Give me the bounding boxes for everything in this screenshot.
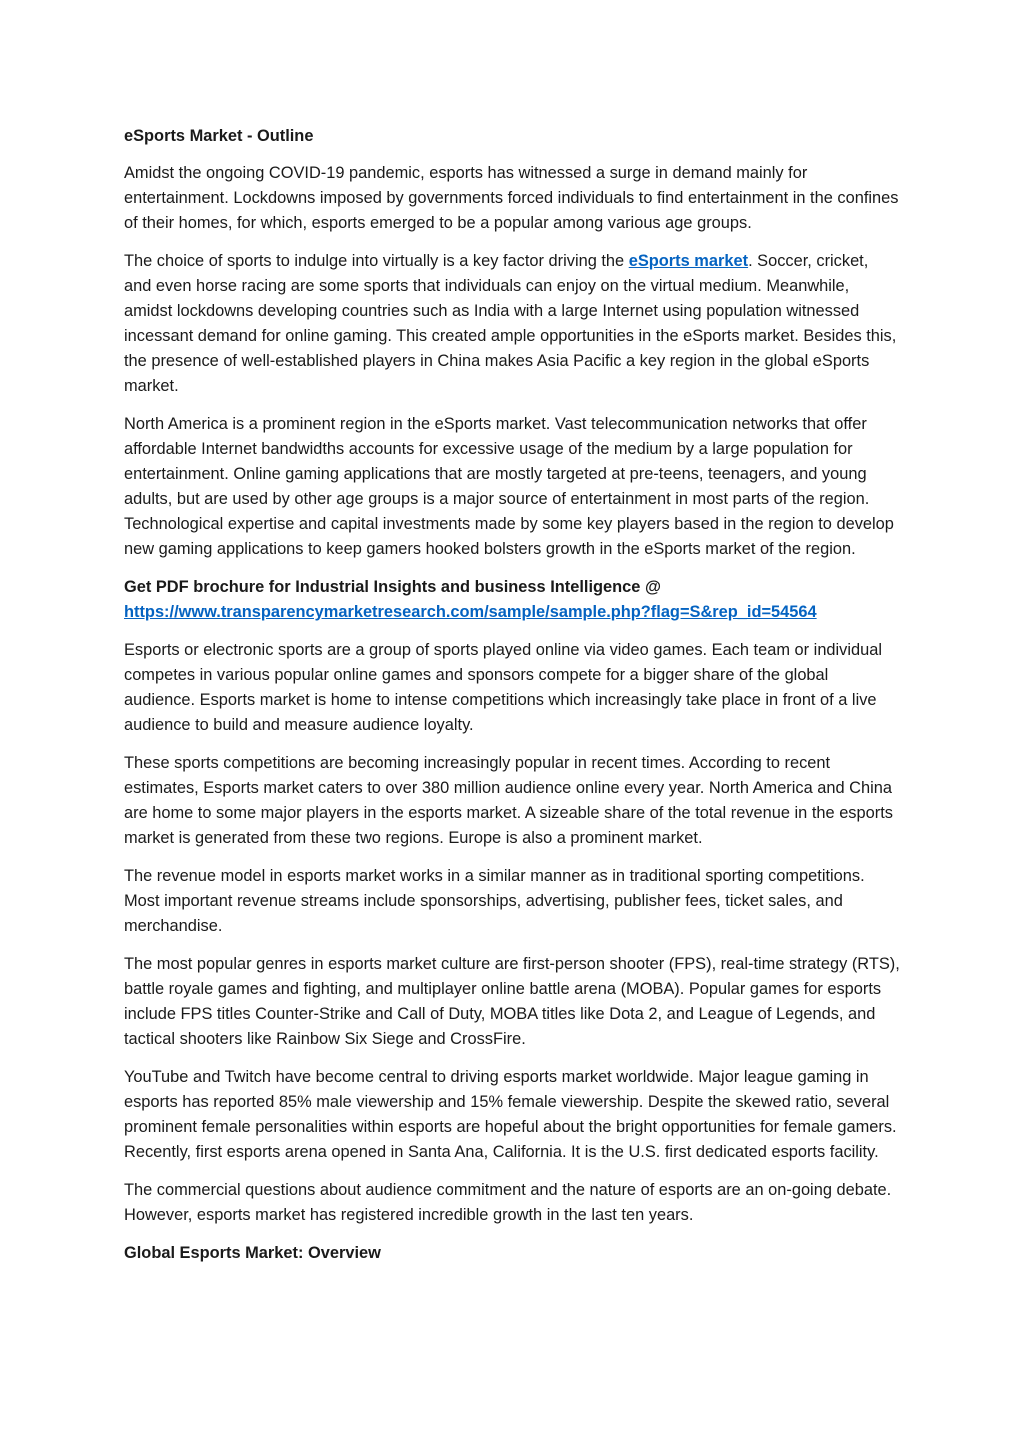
brochure-callout (124, 575, 900, 625)
paragraph-streaming: YouTube and Twitch have become central to driving esports market worldwide. Major league gaming in esports has reported 85% male viewership and 15% female viewership. Despite the skewed ratio, several prominent female personalities within esports are hopeful about the bright opportunities for female gamers. Recently, first esports arena opened in Santa Ana, California. It is the U.S. first dedicated esports facility. (124, 1068, 897, 1161)
paragraph-genres: The most popular genres in esports market culture are first-person shooter (FPS), real-time strategy (RTS), battle royale games and fighting, and multiplayer online battle arena (MOBA). Popular games for esports include FPS titles Counter-Strike and Call of Duty, MOBA titles like Dota 2, and League of Legends, and tactical shooters like Rainbow Six Siege and CrossFire. (124, 955, 900, 1048)
brochure-link[interactable]: https://www.transparencymarketresearch.com/sample/sample.php?flag=S&rep_id=54564 (124, 603, 817, 621)
paragraph-text: . Soccer, cricket, and even horse racing are some sports that individuals can enjoy on the virtual medium. Meanwhile, amidst lockdowns developing countries such as India with a large Internet using population witnessed incessant demand for online gaming. This created ample opportunities in the eSports market. Besides this, the presence of well-established players in China makes Asia Pacific a key region in the global eSports market. (124, 252, 897, 395)
paragraph-choice-of-sports (124, 249, 900, 399)
paragraph-popularity: These sports competitions are becoming increasingly popular in recent times. According to recent estimates, Esports market caters to over 380 million audience online every year. North America and China are home to some major players in the esports market. A sizeable share of the total revenue in the esports market is generated from these two regions. Europe is also a prominent market. (124, 754, 893, 847)
document-page (124, 124, 900, 1278)
brochure-callout-text: Get PDF brochure for Industrial Insights and business Intelligence @ (124, 578, 661, 596)
document-title: eSports Market - Outline (124, 127, 314, 145)
paragraph-text: The choice of sports to indulge into virtually is a key factor driving the (124, 252, 629, 270)
paragraph-revenue-model: The revenue model in esports market works in a similar manner as in traditional sporting competitions. Most important revenue streams include sponsorships, advertising, publisher fees, ticket sales, and merchandise. (124, 867, 865, 935)
paragraph-covid: Amidst the ongoing COVID-19 pandemic, esports has witnessed a surge in demand mainly for entertainment. Lockdowns imposed by governments forced individuals to find entertainment in the confines of their homes, for which, esports emerged to be a popular among various age groups. (124, 164, 899, 232)
paragraph-north-america: North America is a prominent region in the eSports market. Vast telecommunication networks that offer affordable Internet bandwidths accounts for excessive usage of the medium by a large population for entertainment. Online gaming applications that are mostly targeted at pre-teens, teenagers, and young adults, but are used by other age groups is a major source of entertainment in most parts of the region. Technological expertise and capital investments made by some key players based in the region to develop new gaming applications to keep gamers hooked bolsters growth in the eSports market of the region. (124, 415, 894, 558)
esports-market-link[interactable]: eSports market (628, 252, 749, 270)
section-heading-overview: Global Esports Market: Overview (124, 1244, 381, 1262)
paragraph-commercial: The commercial questions about audience commitment and the nature of esports are an on-going debate. However, esports market has registered incredible growth in the last ten years. (124, 1181, 892, 1224)
paragraph-definition: Esports or electronic sports are a group of sports played online via video games. Each team or individual competes in various popular online games and sponsors compete for a bigger share of the global audience. Esports market is home to intense competitions which increasingly take place in front of a live audience to build and measure audience loyalty. (124, 641, 883, 734)
